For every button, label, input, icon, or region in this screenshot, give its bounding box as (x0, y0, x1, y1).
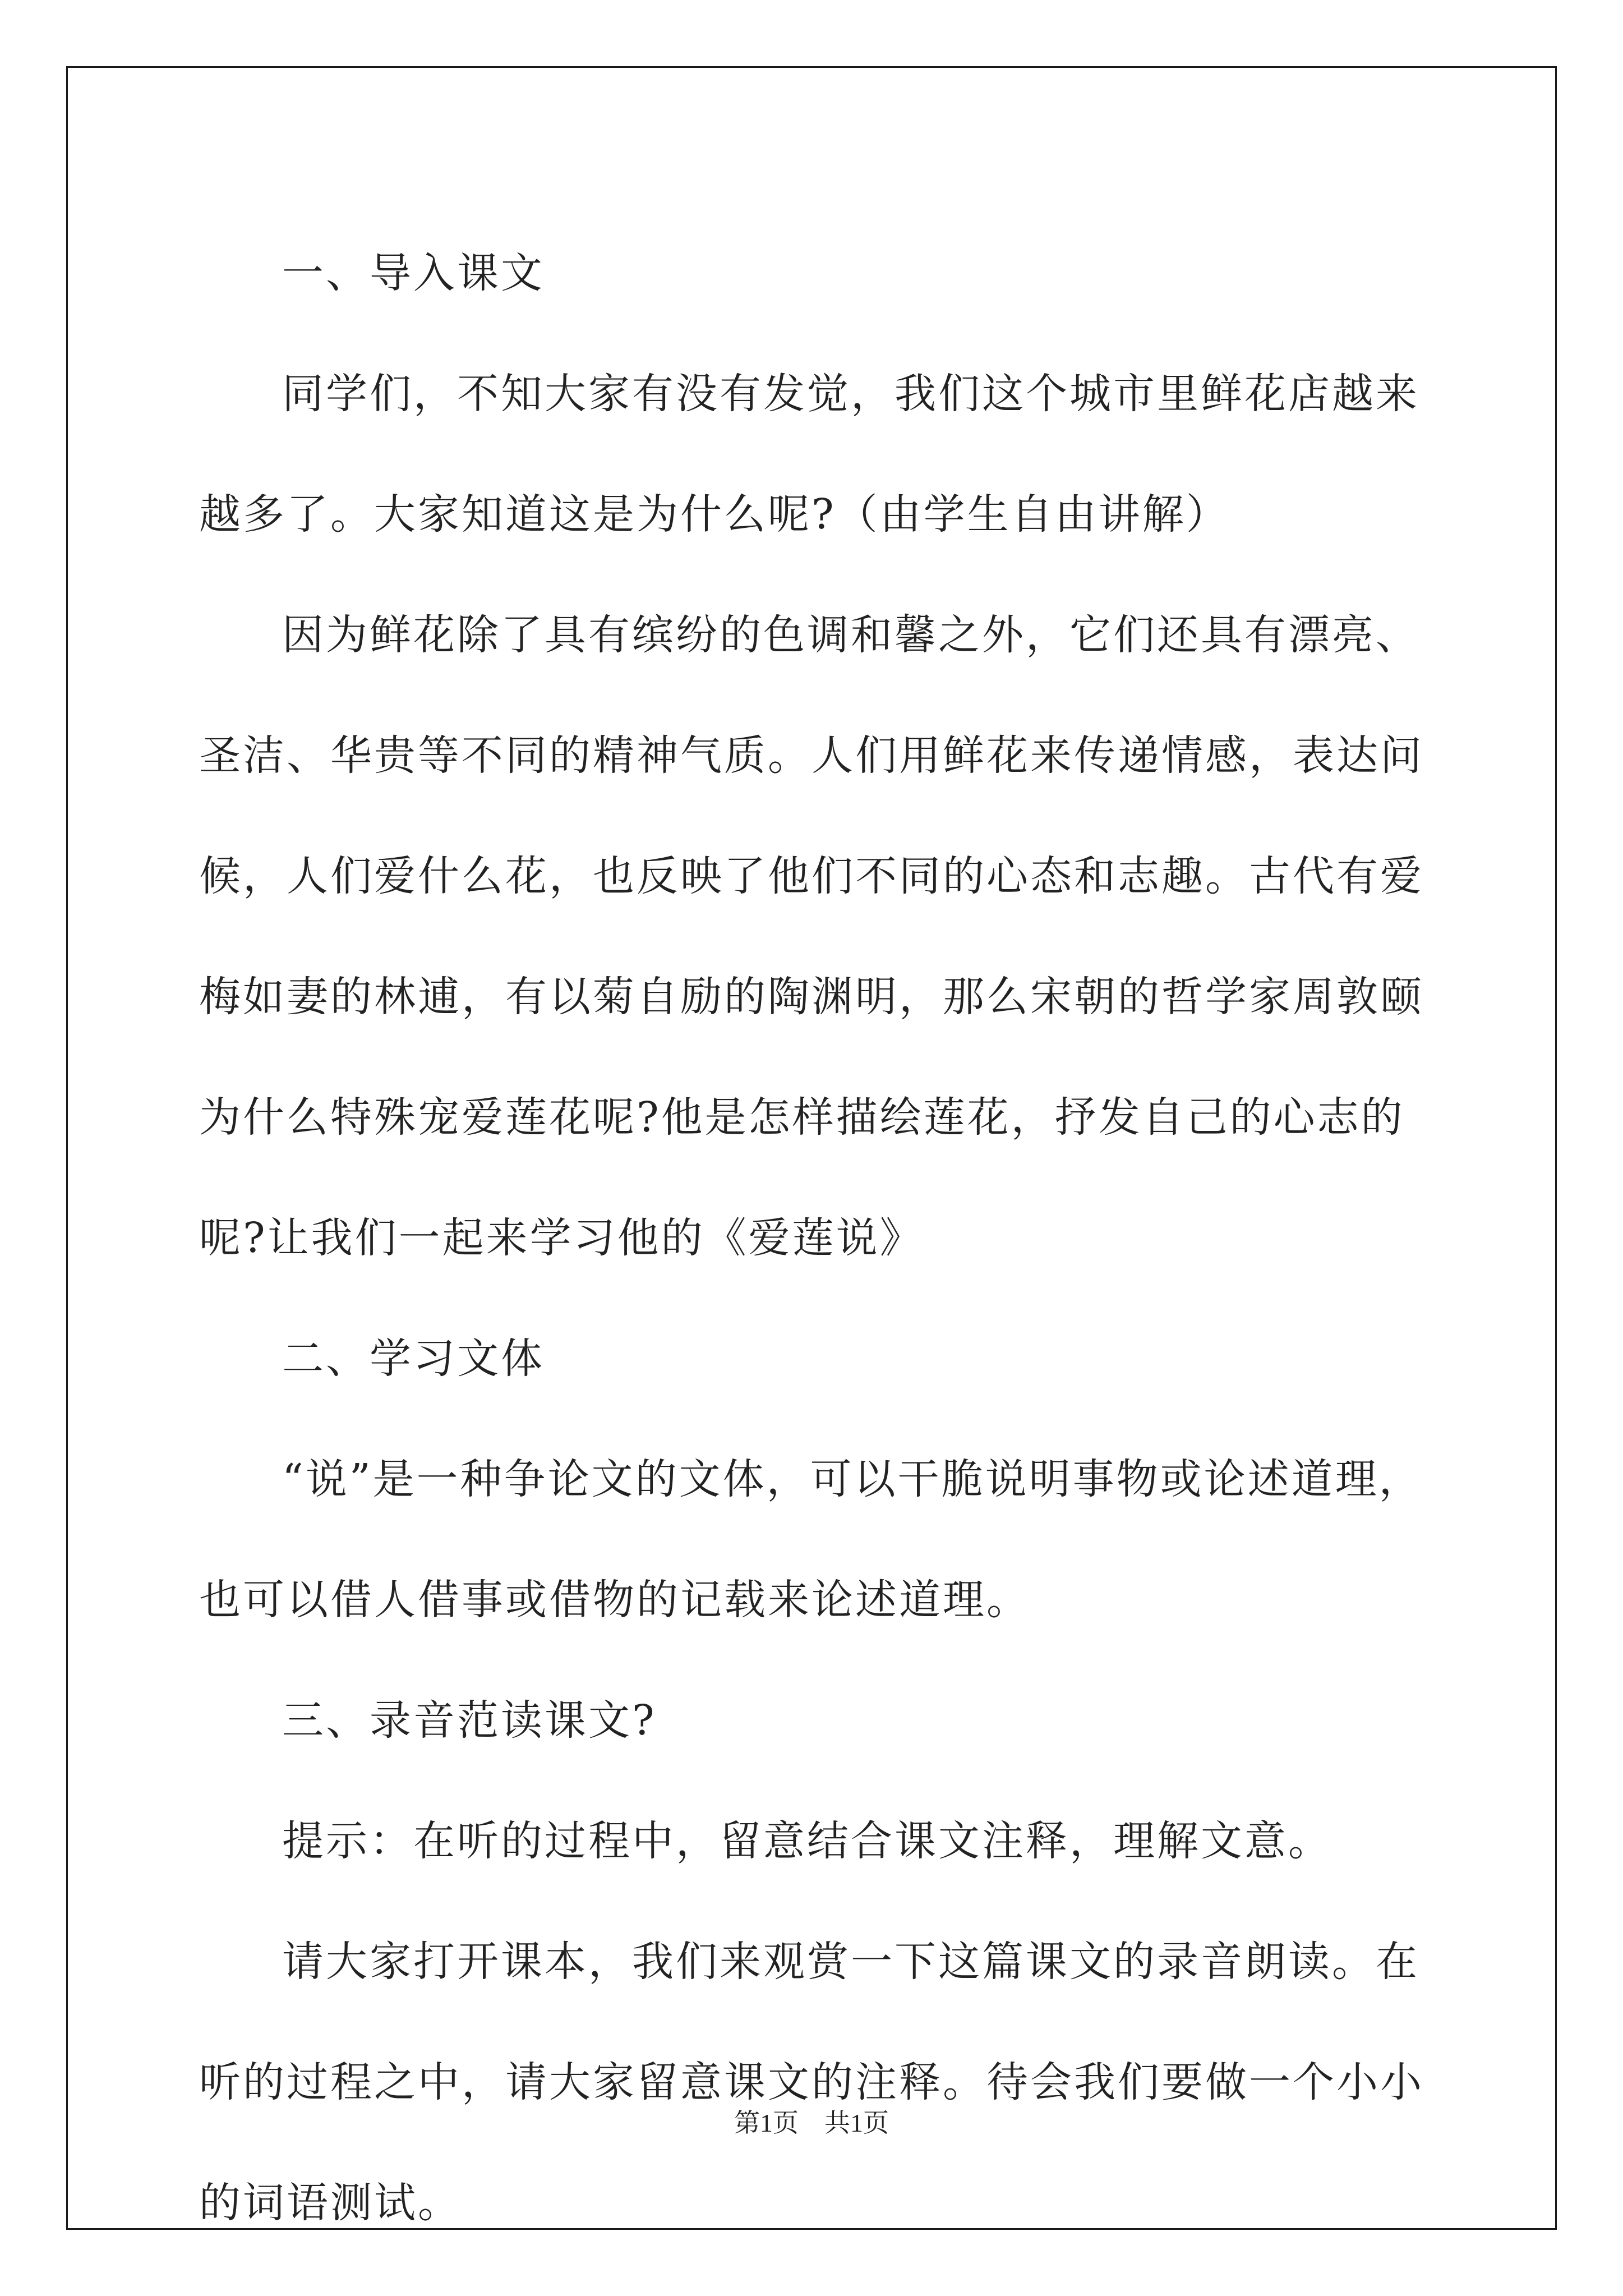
paragraph-genre: “说”是一种争论文的文体，可以干脆说明事物或论述道理，也可以借人借事或借物的记载来论述道理。 (199, 1455, 1423, 1624)
paragraph-hint: 提示：在听的过程中，留意结合课文注释，理解文意。 (282, 1817, 1332, 1865)
heading-recording: 三、录音范读课文? (282, 1696, 657, 1745)
page-number: 第1页 共1页 (734, 2109, 889, 2137)
paragraph-flowers: 因为鲜花除了具有缤纷的色调和馨之外，它们还具有漂亮、圣洁、华贵等不同的精神气质。人们用鲜花来传递情感，表达问候，人们爱什么花，也反映了他们不同的心态和志趣。古代有爱梅如妻的林逋，有以菊自励的陶渊明，那么宋朝的哲学家周敦颐为什么特殊宠爱莲花呢?他是怎样描绘莲花，抒发自己的心志的呢?让我们一起来学习他的《爱莲说》 (199, 611, 1424, 1262)
paragraph-instructions: 请大家打开课本，我们来观赏一下这篇课文的录音朗读。在听的过程之中，请大家留意课文的注释。待会我们要做一个小小的词语测试。 (199, 1938, 1424, 2227)
paragraph-opening: 同学们，不知大家有没有发觉，我们这个城市里鲜花店越来越多了。大家知道这是为什么呢?（由学生自由讲解） (199, 370, 1419, 539)
heading-introduction: 一、导入课文 (282, 249, 545, 297)
document-body (199, 213, 1427, 2263)
heading-genre: 二、学习文体 (282, 1335, 545, 1383)
